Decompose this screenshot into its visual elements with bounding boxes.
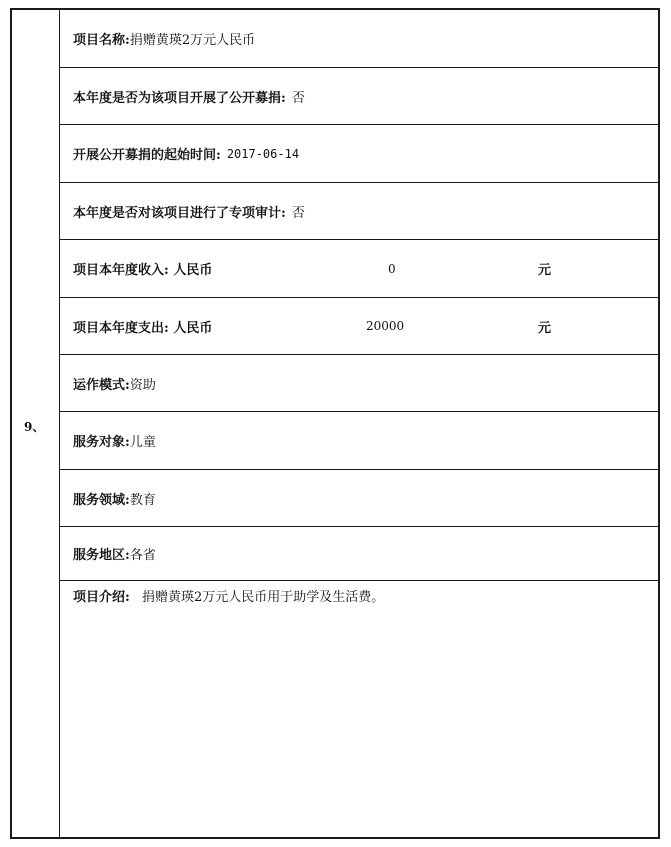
special-audit-row	[60, 183, 658, 240]
project-form-table	[10, 8, 660, 839]
income-label: 项目本年度收入: 人民币	[73, 263, 213, 278]
fundraising-start-label: 开展公开募捐的起始时间:	[73, 148, 221, 163]
income-row	[60, 240, 658, 298]
expense-label: 项目本年度支出: 人民币	[73, 320, 213, 336]
expense-amount: 20000	[366, 319, 405, 333]
income-unit: 元	[538, 263, 552, 278]
project-intro-value: 捐赠黄瑛2万元人民币用于助学及生活费。	[141, 590, 385, 605]
expense-unit: 元	[538, 320, 552, 336]
service-target-label: 服务对象:	[73, 435, 130, 450]
public-fundraising-label: 本年度是否为该项目开展了公开募捐:	[73, 90, 286, 106]
service-region-row	[60, 527, 658, 581]
form-rows	[60, 10, 658, 837]
project-name-row	[60, 10, 658, 68]
public-fundraising-value: 否	[291, 90, 305, 106]
operation-mode-row	[60, 355, 658, 412]
index-column	[12, 10, 60, 837]
service-field-value: 教育	[129, 492, 156, 508]
income-amount: 0	[388, 261, 396, 276]
service-field-row	[60, 470, 658, 527]
operation-mode-label: 运作模式:	[73, 377, 130, 393]
operation-mode-value: 资助	[129, 377, 156, 393]
fundraising-start-value: 2017-06-14	[226, 146, 300, 161]
service-field-label: 服务领域:	[73, 492, 130, 508]
service-target-value: 儿童	[129, 435, 156, 450]
service-region-value: 各省	[129, 548, 156, 563]
expense-row	[60, 298, 658, 355]
fundraising-start-row	[60, 125, 658, 183]
service-region-label: 服务地区:	[73, 548, 130, 563]
service-target-row	[60, 412, 658, 470]
special-audit-value: 否	[291, 205, 305, 221]
item-index: 9、	[24, 420, 45, 434]
public-fundraising-row	[60, 68, 658, 125]
special-audit-label: 本年度是否对该项目进行了专项审计:	[73, 205, 286, 221]
project-intro-label: 项目介绍:	[73, 590, 130, 605]
project-name-value: 捐赠黄瑛2万元人民币	[129, 33, 256, 48]
project-name-label: 项目名称:	[73, 33, 130, 48]
project-intro-cell	[60, 580, 658, 837]
